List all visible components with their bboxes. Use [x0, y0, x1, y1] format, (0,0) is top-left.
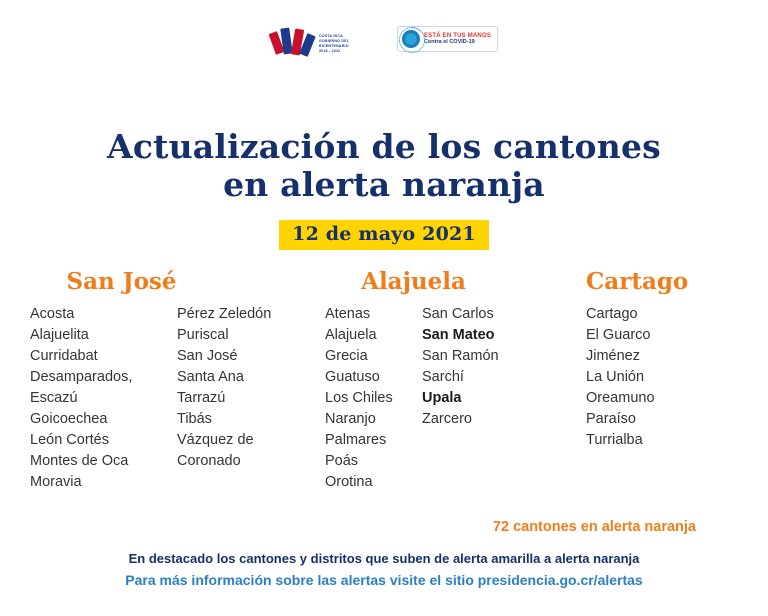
- canton-item: Vázquez de: [177, 432, 254, 448]
- provinces-container: [0, 268, 768, 493]
- virus-icon: [402, 30, 420, 48]
- province-san-jose: [30, 268, 325, 493]
- canton-item: Orotina: [325, 474, 373, 490]
- canton-item-highlighted: San Mateo: [422, 327, 495, 343]
- province-name-san-jose: San José: [66, 268, 177, 295]
- canton-item: Guatuso: [325, 369, 380, 385]
- province-alajuela-column-1: [325, 304, 422, 493]
- canton-item: Turrialba: [586, 432, 643, 448]
- canton-item: Zarcero: [422, 411, 472, 427]
- canton-item: San Carlos: [422, 306, 494, 322]
- province-san-jose-column-2: [177, 304, 324, 493]
- province-name-cartago: Cartago: [586, 268, 689, 295]
- government-logo-line2: GOBIERNO DEL BICENTENARIO: [318, 39, 350, 48]
- total-cantones-count: 72 cantones en alerta naranja: [492, 519, 696, 535]
- canton-item: Santa Ana: [177, 369, 244, 385]
- covid-logo-line2: Contra el COVID-19: [423, 38, 475, 45]
- canton-item: Curridabat: [30, 348, 98, 364]
- canton-item: León Cortés: [30, 432, 109, 448]
- canton-item: Tibás: [177, 411, 212, 427]
- canton-item: Tarrazú: [177, 390, 226, 406]
- canton-item: Alajuela: [325, 327, 377, 343]
- government-logo-line1: COSTA RICA: [318, 34, 343, 38]
- canton-item-highlighted: Upala: [422, 390, 462, 406]
- province-cartago-column-1: [580, 304, 730, 451]
- covid-logo-line1: ESTÁ EN TUS MANOS: [423, 32, 492, 39]
- page-title: [0, 128, 768, 204]
- covid-campaign-logo: [397, 26, 498, 52]
- canton-item: Jiménez: [586, 348, 640, 364]
- canton-item: Grecia: [325, 348, 368, 364]
- canton-item: Palmares: [325, 432, 387, 448]
- canton-item: La Unión: [586, 369, 645, 385]
- canton-item: Atenas: [325, 306, 371, 322]
- canton-item: Cartago: [586, 306, 638, 322]
- canton-item: Coronado: [177, 453, 241, 469]
- province-name-alajuela: Alajuela: [361, 268, 466, 295]
- government-logo-line3: 2018 - 2022: [318, 49, 341, 53]
- canton-item: Montes de Oca: [30, 453, 129, 469]
- government-flag-icon: [270, 26, 314, 62]
- canton-item: Sarchí: [422, 369, 464, 385]
- canton-item: San José: [177, 348, 238, 364]
- canton-item: Alajuelita: [30, 327, 89, 343]
- canton-item: Poás: [325, 453, 359, 469]
- canton-item: Los Chiles: [325, 390, 393, 406]
- footer-note: En destacado los cantones y distritos que suben de alerta amarilla a alerta naranja: [128, 551, 640, 566]
- government-logo-text: [319, 34, 371, 54]
- costa-rica-government-logo: [270, 26, 371, 62]
- date-row: [0, 220, 768, 250]
- province-alajuela: [325, 268, 580, 493]
- canton-item: Puriscal: [177, 327, 229, 343]
- logo-bar: [0, 0, 768, 84]
- canton-item: Desamparados,: [30, 369, 133, 385]
- page-title-line2: en alerta naranja: [223, 165, 545, 204]
- province-alajuela-column-2: [422, 304, 542, 493]
- canton-item: Oreamuno: [586, 390, 655, 406]
- footer-link: Para más información sobre las alertas visite el sitio presidencia.go.cr/alertas: [125, 572, 643, 588]
- canton-item: El Guarco: [586, 327, 651, 343]
- canton-item: Naranjo: [325, 411, 376, 427]
- footer: [0, 551, 768, 588]
- canton-item: Escazú: [30, 390, 78, 406]
- canton-item: San Ramón: [422, 348, 499, 364]
- province-san-jose-column-1: [30, 304, 177, 493]
- province-cartago: [580, 268, 730, 451]
- page-title-line1: Actualización de los cantones: [107, 127, 661, 166]
- canton-item: Pérez Zeledón: [177, 306, 272, 322]
- canton-item: Moravia: [30, 474, 82, 490]
- date-badge: 12 de mayo 2021: [279, 220, 489, 250]
- canton-item: Goicoechea: [30, 411, 108, 427]
- canton-item: Paraíso: [586, 411, 636, 427]
- canton-item: Acosta: [30, 306, 75, 322]
